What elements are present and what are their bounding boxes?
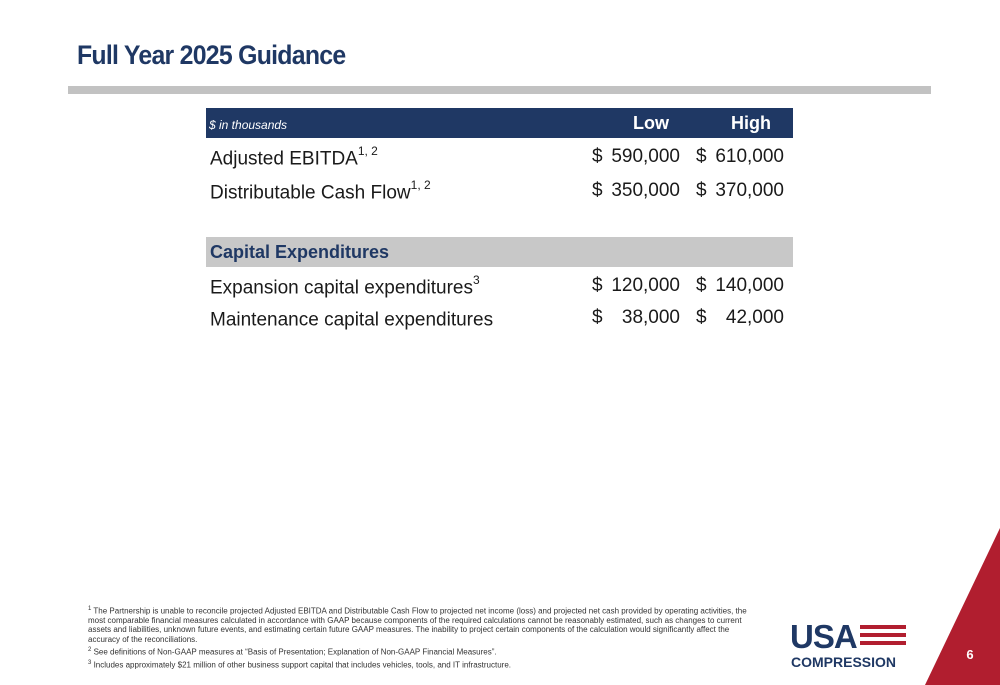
low-value: 38,000	[621, 307, 680, 328]
low-value: 350,000	[611, 180, 680, 201]
low-value: 120,000	[611, 275, 680, 296]
currency-symbol: $	[696, 307, 707, 328]
row-label: Expansion capital expenditures$^3$	[210, 273, 480, 299]
low-value: 590,000	[611, 146, 680, 167]
currency-symbol: $	[592, 275, 603, 296]
currency-symbol: $	[696, 180, 707, 201]
page-title: Full Year 2025 Guidance	[77, 40, 346, 70]
logo-compression-text: COMPRESSION	[791, 654, 897, 670]
footnote: $^3$ Includes approximately $21 million of other business support capital that includes vehicles, tools, and IT infrastructure.	[88, 659, 511, 670]
currency-symbol: $	[592, 146, 603, 167]
footnote: $^1$ The Partnership is unable to reconcile projected Adjusted EBITDA and Distributable Cash Flow to projected net income (loss) and projected net cash provided by operating activities, the most comparable financial measures calculated in accordance with GAAP because components of the required calculations cannot be reasonably estimated, such as changes to current assets and liabilities, unknown future events, and estimating certain future GAAP measures. The inability to project certain components of the calculation would significantly affect the accuracy of the reconciliations.	[88, 606, 747, 644]
currency-symbol: $	[592, 180, 603, 201]
section-title: Capital Expenditures	[210, 242, 390, 262]
high-value: 140,000	[715, 275, 784, 296]
column-header-low: Low	[633, 113, 669, 133]
currency-symbol: $	[696, 146, 707, 167]
high-value: 610,000	[715, 146, 784, 167]
row-footnote-ref: 1, 2	[357, 144, 378, 158]
unit-label: $ in thousands	[209, 118, 288, 132]
logo-usa-text: USA	[790, 618, 857, 655]
row-label: Maintenance capital expenditures	[210, 309, 494, 331]
column-header-high: High	[731, 113, 771, 133]
footnote: $^2$ See definitions of Non-GAAP measures at “Basis of Presentation; Explanation of Non-GAAP Financial Measures”.	[88, 646, 497, 657]
currency-symbol: $	[696, 275, 707, 296]
currency-symbol: $	[592, 307, 603, 328]
high-value: 42,000	[725, 307, 784, 328]
page-number: 6	[966, 647, 974, 662]
row-label: Adjusted EBITDA$^{1, 2}$	[210, 144, 378, 170]
high-value: 370,000	[715, 180, 784, 201]
row-footnote-ref: 3	[473, 273, 480, 287]
row-footnote-ref: 1, 2	[410, 178, 431, 192]
row-label: Distributable Cash Flow$^{1, 2}$	[210, 178, 431, 204]
